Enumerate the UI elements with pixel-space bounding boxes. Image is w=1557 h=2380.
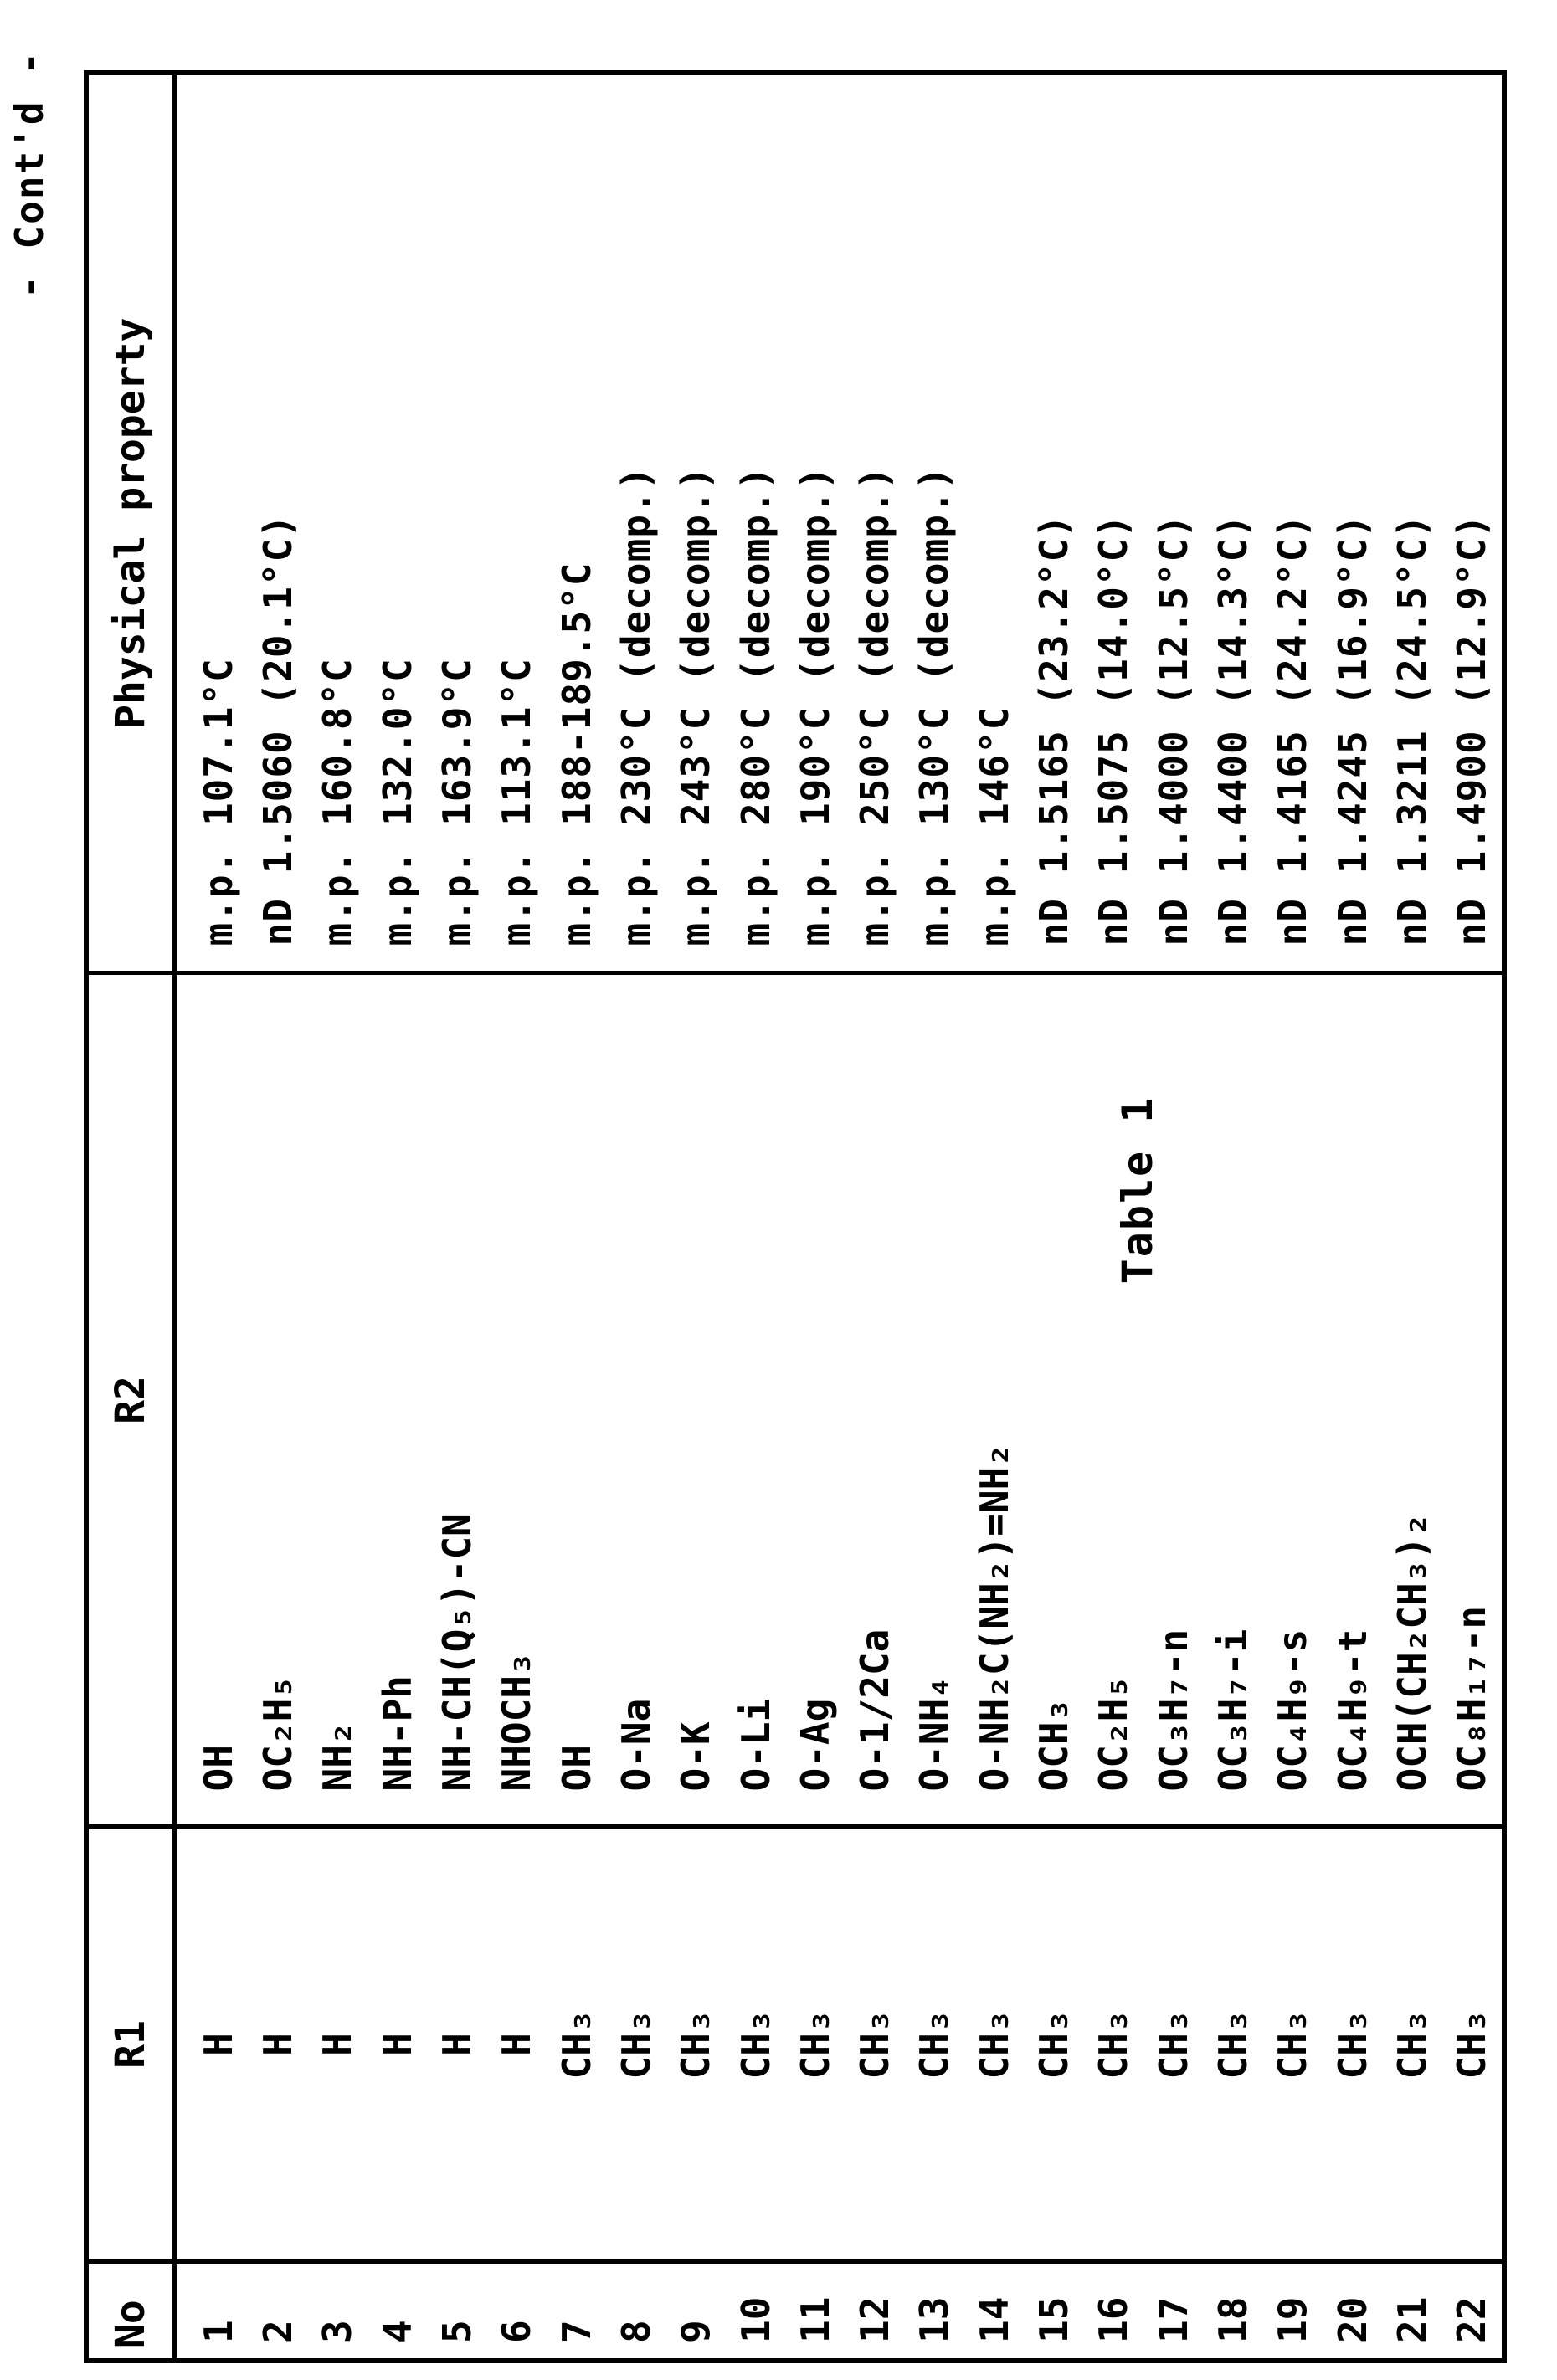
cell-physical-property: m.p. 107.1°C	[175, 75, 249, 973]
cell-r1: H	[175, 1827, 249, 2262]
table-row	[1203, 75, 1262, 2358]
cell-no: 20	[1329, 2296, 1375, 2343]
cell-r2: OC₃H₇-i	[1203, 973, 1262, 1827]
cell-r1: CH₃	[845, 1827, 905, 2262]
cell-physical-property: nD 1.5075 (14.0°C)	[1084, 75, 1143, 973]
cell-physical-property: nD 1.4245 (16.9°C)	[1323, 75, 1382, 973]
cell-no: 9	[673, 2320, 719, 2343]
cell-physical-property: m.p. 163.9°C	[427, 75, 486, 973]
cell-no: 17	[1150, 2296, 1196, 2343]
cell-r1: CH₃	[1024, 1827, 1083, 2262]
table-row	[1323, 75, 1382, 2358]
cell-r1: H	[308, 1827, 367, 2262]
continued-label: - Cont'd -	[7, 50, 52, 299]
compound-table	[84, 70, 1507, 2363]
table-row	[666, 75, 726, 2358]
cell-r2: O-Li	[726, 973, 785, 1827]
cell-no: 16	[1091, 2296, 1137, 2343]
table	[89, 75, 1502, 2358]
cell-no: 14	[971, 2296, 1017, 2343]
table-row	[964, 75, 1024, 2358]
table-title: Table 1	[1113, 1095, 1162, 1285]
cell-no: 7	[553, 2320, 599, 2343]
cell-no: 10	[732, 2296, 778, 2343]
cell-r2: NH₂	[308, 973, 367, 1827]
cell-no: 19	[1270, 2296, 1316, 2343]
cell-r2: OC₄H₉-t	[1323, 973, 1382, 1827]
cell-no: 2	[255, 2320, 301, 2343]
column-header-r1: R1	[89, 1827, 175, 2262]
table-row	[248, 75, 307, 2358]
cell-no: 8	[613, 2320, 659, 2343]
cell-r1: H	[367, 1827, 427, 2262]
cell-r2: OCH(CH₂CH₃)₂	[1382, 973, 1441, 1827]
cell-r1: H	[487, 1827, 547, 2262]
cell-r2: OC₂H₅	[1084, 973, 1143, 1827]
table-row	[1263, 75, 1323, 2358]
table-row	[785, 75, 845, 2358]
table-row	[1442, 75, 1502, 2358]
column-header-physical-property: Physical property	[89, 75, 175, 973]
cell-physical-property: nD 1.4900 (12.9°C)	[1442, 75, 1502, 973]
table-row	[1382, 75, 1441, 2358]
cell-r1: CH₃	[726, 1827, 785, 2262]
cell-physical-property: m.p. 146°C	[964, 75, 1024, 973]
cell-no: 12	[852, 2296, 898, 2343]
cell-r2: OH	[547, 973, 606, 1827]
cell-physical-property: nD 1.4000 (12.5°C)	[1143, 75, 1203, 973]
table-row	[547, 75, 606, 2358]
column-header-no: No	[89, 2262, 175, 2358]
cell-physical-property: m.p. 113.1°C	[487, 75, 547, 973]
cell-no: 11	[792, 2296, 838, 2343]
table-body	[175, 75, 1503, 2358]
cell-no: 3	[315, 2320, 361, 2343]
cell-r1: CH₃	[905, 1827, 964, 2262]
cell-no: 1	[195, 2320, 241, 2343]
cell-no: 5	[434, 2320, 480, 2343]
cell-physical-property: nD 1.4400 (14.3°C)	[1203, 75, 1262, 973]
table-row	[308, 75, 367, 2358]
cell-physical-property: m.p. 130°C (decomp.)	[905, 75, 964, 973]
cell-physical-property: nD 1.4165 (24.2°C)	[1263, 75, 1323, 973]
cell-r1: CH₃	[1263, 1827, 1323, 2262]
cell-no: 6	[494, 2320, 540, 2343]
cell-r2: NH-Ph	[367, 973, 427, 1827]
cell-r1: CH₃	[785, 1827, 845, 2262]
cell-r2: NH-CH(Q₅)-CN	[427, 973, 486, 1827]
cell-physical-property: nD 1.5165 (23.2°C)	[1024, 75, 1083, 973]
column-header-r2: R2	[89, 973, 175, 1827]
cell-physical-property: nD 1.3211 (24.5°C)	[1382, 75, 1441, 973]
cell-r2: O-NH₄	[905, 973, 964, 1827]
cell-r1: H	[248, 1827, 307, 2262]
table-row	[845, 75, 905, 2358]
cell-r2: NHOCH₃	[487, 973, 547, 1827]
table-row	[175, 75, 249, 2358]
cell-r2: O-1/2Ca	[845, 973, 905, 1827]
table-row	[427, 75, 486, 2358]
table-row	[726, 75, 785, 2358]
cell-no: 15	[1031, 2296, 1077, 2343]
cell-r1: CH₃	[1382, 1827, 1441, 2262]
cell-no: 21	[1389, 2296, 1435, 2343]
cell-no: 4	[374, 2320, 420, 2343]
cell-r1: CH₃	[964, 1827, 1024, 2262]
cell-r2: O-NH₂C(NH₂)=NH₂	[964, 973, 1024, 1827]
cell-r1: CH₃	[1084, 1827, 1143, 2262]
cell-r1: CH₃	[1203, 1827, 1262, 2262]
cell-r1: CH₃	[666, 1827, 726, 2262]
cell-r1: CH₃	[1442, 1827, 1502, 2262]
cell-r2: OC₈H₁₇-n	[1442, 973, 1502, 1827]
cell-r2: OCH₃	[1024, 973, 1083, 1827]
cell-physical-property: m.p. 230°C (decomp.)	[606, 75, 665, 973]
table-row	[1024, 75, 1083, 2358]
cell-physical-property: m.p. 250°C (decomp.)	[845, 75, 905, 973]
cell-r2: OC₄H₉-s	[1263, 973, 1323, 1827]
cell-physical-property: m.p. 190°C (decomp.)	[785, 75, 845, 973]
cell-r2: O-Na	[606, 973, 665, 1827]
cell-physical-property: m.p. 132.0°C	[367, 75, 427, 973]
cell-physical-property: m.p. 188-189.5°C	[547, 75, 606, 973]
table-row	[487, 75, 547, 2358]
cell-r2: O-K	[666, 973, 726, 1827]
cell-r1: CH₃	[1323, 1827, 1382, 2262]
cell-r2: OC₃H₇-n	[1143, 973, 1203, 1827]
cell-r1: CH₃	[606, 1827, 665, 2262]
table-row	[905, 75, 964, 2358]
cell-no: 22	[1449, 2296, 1495, 2343]
cell-physical-property: m.p. 280°C (decomp.)	[726, 75, 785, 973]
cell-r2: OH	[175, 973, 249, 1827]
table-row	[606, 75, 665, 2358]
table-header-row	[89, 75, 175, 2358]
cell-physical-property: nD 1.5060 (20.1°C)	[248, 75, 307, 973]
cell-physical-property: m.p. 243°C (decomp.)	[666, 75, 726, 973]
cell-r1: H	[427, 1827, 486, 2262]
cell-no: 18	[1210, 2296, 1256, 2343]
cell-r1: CH₃	[1143, 1827, 1203, 2262]
table-row	[367, 75, 427, 2358]
cell-r2: O-Ag	[785, 973, 845, 1827]
cell-r2: OC₂H₅	[248, 973, 307, 1827]
cell-r1: CH₃	[547, 1827, 606, 2262]
cell-no: 13	[912, 2296, 958, 2343]
cell-physical-property: m.p. 160.8°C	[308, 75, 367, 973]
